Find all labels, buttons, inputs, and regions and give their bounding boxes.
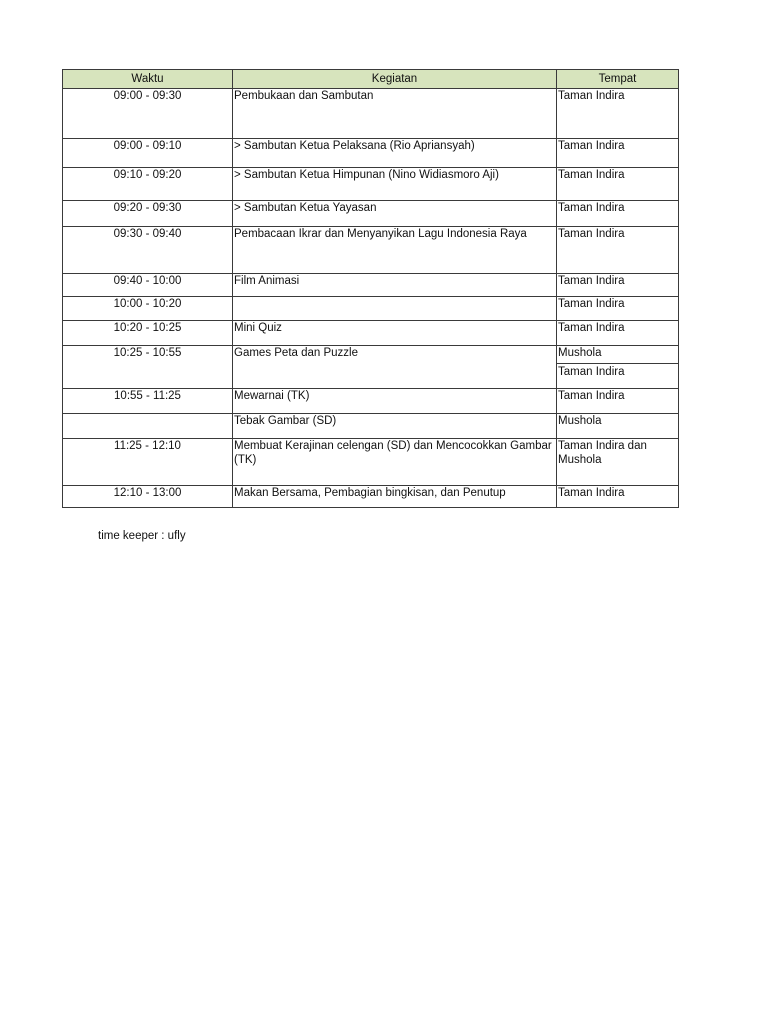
waktu-cell: 09:30 - 09:40 bbox=[63, 227, 233, 274]
waktu-cell: 10:00 - 10:20 bbox=[63, 297, 233, 321]
header-waktu: Waktu bbox=[63, 70, 233, 89]
table-row bbox=[63, 274, 679, 297]
kegiatan-cell: > Sambutan Ketua Himpunan (Nino Widiasmoro Aji) bbox=[233, 168, 557, 201]
waktu-cell: 09:00 - 09:30 bbox=[63, 89, 233, 139]
kegiatan-cell: Pembacaan Ikrar dan Menyanyikan Lagu Indonesia Raya bbox=[233, 227, 557, 274]
waktu-cell: 09:20 - 09:30 bbox=[63, 201, 233, 227]
waktu-cell: 10:25 - 10:55 bbox=[63, 346, 233, 389]
kegiatan-cell: Games Peta dan Puzzle bbox=[233, 346, 557, 389]
time-keeper-note: time keeper : ufly bbox=[98, 530, 186, 542]
kegiatan-cell: Makan Bersama, Pembagian bingkisan, dan Penutup bbox=[233, 486, 557, 508]
tempat-cell: Taman Indira bbox=[557, 321, 679, 346]
waktu-cell: 09:00 - 09:10 bbox=[63, 139, 233, 168]
tempat-cell: Taman Indira dan Mushola bbox=[557, 439, 679, 486]
kegiatan-cell: Tebak Gambar (SD) bbox=[233, 414, 557, 439]
kegiatan-cell: > Sambutan Ketua Pelaksana (Rio Apriansyah) bbox=[233, 139, 557, 168]
kegiatan-cell: Mini Quiz bbox=[233, 321, 557, 346]
tempat-cell: Taman Indira bbox=[557, 486, 679, 508]
tempat-cell: Taman Indira bbox=[557, 297, 679, 321]
tempat-cell bbox=[557, 346, 679, 389]
table-row bbox=[63, 389, 679, 414]
waktu-cell bbox=[63, 414, 233, 439]
kegiatan-cell: Membuat Kerajinan celengan (SD) dan Mencocokkan Gambar (TK) bbox=[233, 439, 557, 486]
waktu-cell: 09:40 - 10:00 bbox=[63, 274, 233, 297]
table-row bbox=[63, 414, 679, 439]
table-row bbox=[63, 139, 679, 168]
header-kegiatan: Kegiatan bbox=[233, 70, 557, 89]
tempat-value: Taman Indira bbox=[558, 366, 625, 378]
tempat-cell: Taman Indira bbox=[557, 274, 679, 297]
tempat-value: Mushola bbox=[557, 346, 678, 364]
waktu-cell: 12:10 - 13:00 bbox=[63, 486, 233, 508]
header-row bbox=[63, 70, 679, 89]
table-row bbox=[63, 201, 679, 227]
tempat-cell: Taman Indira bbox=[557, 168, 679, 201]
waktu-cell: 10:20 - 10:25 bbox=[63, 321, 233, 346]
kegiatan-cell: Film Animasi bbox=[233, 274, 557, 297]
waktu-cell: 10:55 - 11:25 bbox=[63, 389, 233, 414]
kegiatan-cell: Pembukaan dan Sambutan bbox=[233, 89, 557, 139]
kegiatan-cell: > Sambutan Ketua Yayasan bbox=[233, 201, 557, 227]
header-tempat: Tempat bbox=[557, 70, 679, 89]
tempat-cell: Taman Indira bbox=[557, 89, 679, 139]
tempat-cell: Taman Indira bbox=[557, 227, 679, 274]
tempat-cell: Taman Indira bbox=[557, 389, 679, 414]
table-row bbox=[63, 321, 679, 346]
kegiatan-cell: Mewarnai (TK) bbox=[233, 389, 557, 414]
table-row bbox=[63, 346, 679, 389]
schedule-table bbox=[62, 69, 679, 508]
table-row bbox=[63, 439, 679, 486]
table-row bbox=[63, 297, 679, 321]
waktu-cell: 11:25 - 12:10 bbox=[63, 439, 233, 486]
table-row bbox=[63, 168, 679, 201]
table-row bbox=[63, 89, 679, 139]
waktu-cell: 09:10 - 09:20 bbox=[63, 168, 233, 201]
tempat-cell: Taman Indira bbox=[557, 139, 679, 168]
tempat-cell: Mushola bbox=[557, 414, 679, 439]
table-row bbox=[63, 486, 679, 508]
kegiatan-cell bbox=[233, 297, 557, 321]
tempat-cell: Taman Indira bbox=[557, 201, 679, 227]
table-row bbox=[63, 227, 679, 274]
